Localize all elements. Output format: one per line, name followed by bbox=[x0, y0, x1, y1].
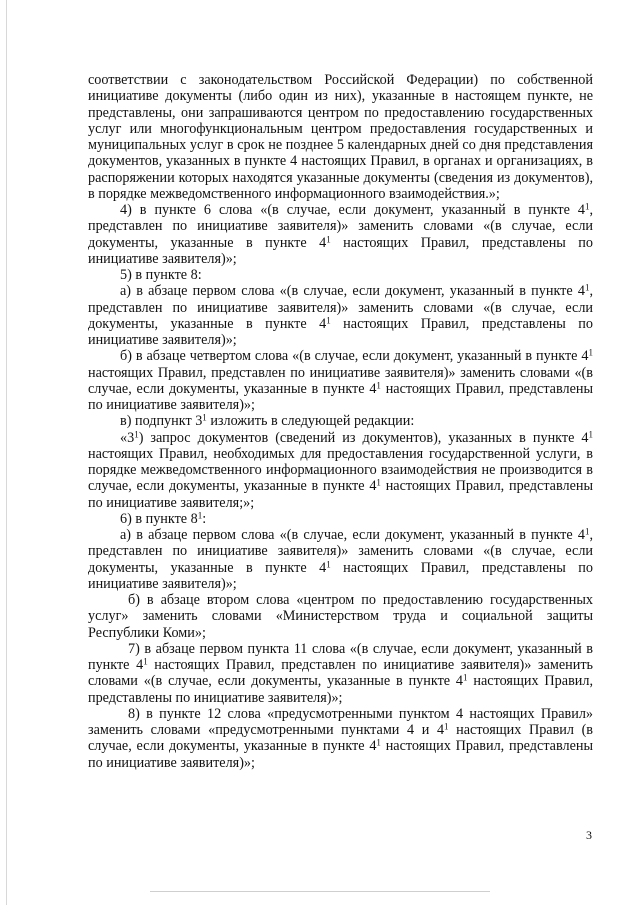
superscript-index: 1 bbox=[326, 234, 331, 244]
paragraph-text: ) запрос документов (сведений из документов), указанных в пункте 4 bbox=[138, 429, 589, 446]
paragraph-text: 6) в пункте 8 bbox=[120, 510, 198, 527]
paragraph-text: настоящих Правил, представлены по инициативе заявителя)»; bbox=[88, 380, 593, 413]
paragraph bbox=[88, 267, 593, 283]
superscript-index: 1 bbox=[584, 282, 590, 293]
paragraph-text: настоящих Правил, представлены по инициативе заявителя)»; bbox=[88, 559, 593, 592]
paragraph-text: б) в абзаце четвертом слова «(в случае, если документ, указанный в пункте 4 bbox=[120, 348, 589, 365]
paragraph bbox=[88, 527, 593, 592]
superscript-index: 1 bbox=[134, 429, 139, 439]
superscript-index: 1 bbox=[197, 510, 203, 521]
superscript-index: 1 bbox=[326, 315, 331, 326]
paragraph-text: изложить в следующей редакции: bbox=[206, 413, 415, 430]
paragraph-text: настоящих Правил, представлены по инициативе заявителя)»; bbox=[88, 234, 593, 267]
page-number: 3 bbox=[586, 828, 592, 842]
paragraph-text: , представлен по инициативе заявителя)» заменить словами «(в случае, если документы, указанные в пункте 4 bbox=[88, 202, 593, 251]
paragraph-text: соответствии с законодательством Российской Федерации) по собственной инициативе документы (либо один из них), указанные в настоящем пункте, не представлены, они запрашиваются центром по предоставлению государственных услуг или многофункциональным центром предоставления государственных и муниципальных услуг в срок не позднее 5 календарных дней со дня представления документов, указанных в пункте 4 настоящих Правил, в органах и организациях, в распоряжении которых находятся указанные документы (сведения из документов), в порядке межведомственного информационного взаимодействия.»; bbox=[88, 72, 593, 202]
paragraph-text: 4) в пункте 6 слова «(в случае, если документ, указанный в пункте 4 bbox=[120, 202, 585, 218]
paragraph-text: настоящих Правил, представлен по инициативе заявителя)» заменить словами «(в случае, если документы, указанные в пункте 4 bbox=[88, 657, 594, 690]
paragraph-text: , представлен по инициативе заявителя)» заменить словами «(в случае, если документы, указанные в пункте 4 bbox=[88, 283, 593, 332]
paragraph-text: настоящих Правил, представлен по инициативе заявителя)» заменить словами «(в случае, если документы, указанные в пункте 4 bbox=[88, 364, 593, 397]
paragraph-text: : bbox=[202, 510, 207, 527]
paragraph-text: а) в абзаце первом слова «(в случае, если документ, указанный в пункте 4 bbox=[120, 527, 585, 543]
paragraph-text: настоящих Правил, представлены по инициативе заявителя)»; bbox=[88, 673, 593, 706]
superscript-index: 1 bbox=[463, 672, 468, 683]
superscript-index: 1 bbox=[326, 559, 331, 569]
paragraph-text: настоящих Правил, представлены по инициативе заявителя)»; bbox=[88, 738, 593, 771]
paragraph bbox=[88, 413, 593, 429]
paragraph-text: настоящих Правил, необходимых для предоставления государственной услуги, в порядке межведомственного информационного взаимодействия не производится в случае, если документы, указанные в пункте 4 bbox=[88, 445, 593, 495]
paragraph-text: 8) в пункте 12 слова «предусмотренными пунктом 4 настоящих Правил» заменить словами «предусмотренными пунктами 4 и 4 bbox=[88, 705, 593, 738]
paragraph-text: настоящих Правил, представлены по инициативе заявителя;»; bbox=[88, 478, 593, 511]
paragraph-text: , представлен по инициативе заявителя)» заменить словами «(в случае, если документы, указанные в пункте 4 bbox=[88, 527, 593, 576]
superscript-index: 1 bbox=[376, 737, 381, 748]
paragraph bbox=[88, 430, 593, 511]
scan-page-edge bbox=[6, 0, 7, 905]
paragraph-text: б) в абзаце втором слова «центром по предоставлению государственных услуг» заменить словами «Министерством труда и социальной защиты Республики Коми»; bbox=[88, 592, 593, 641]
paragraph-text: 5) в пункте 8: bbox=[120, 267, 202, 283]
superscript-index: 1 bbox=[444, 721, 449, 732]
superscript-index: 1 bbox=[588, 429, 593, 439]
superscript-index: 1 bbox=[376, 380, 381, 391]
paragraph-text: в) подпункт 3 bbox=[120, 413, 203, 430]
superscript-index: 1 bbox=[202, 412, 207, 423]
paragraph-text: 7) в абзаце первом пункта 11 слова «(в случае, если документ, указанный в пункте 4 bbox=[88, 640, 593, 673]
paragraph bbox=[88, 72, 593, 202]
paragraph-text: настоящих Правил, представлены по инициативе заявителя)»; bbox=[88, 315, 593, 348]
superscript-index: 1 bbox=[584, 201, 590, 212]
paragraph bbox=[88, 283, 593, 348]
paragraph-text: настоящих Правил (в случае, если документы, указанные в пункте 4 bbox=[88, 722, 593, 755]
superscript-index: 1 bbox=[143, 656, 148, 667]
paragraph bbox=[88, 592, 593, 641]
superscript-index: 1 bbox=[584, 526, 590, 537]
superscript-index: 1 bbox=[588, 347, 593, 358]
paragraph bbox=[88, 511, 593, 527]
document-body bbox=[88, 72, 593, 771]
paragraph bbox=[88, 641, 593, 706]
paragraph-text: «3 bbox=[120, 429, 135, 446]
paragraph bbox=[88, 348, 593, 413]
superscript-index: 1 bbox=[376, 477, 381, 488]
paragraph bbox=[88, 706, 593, 771]
scan-artifact-line bbox=[150, 891, 490, 892]
paragraph bbox=[88, 202, 593, 267]
paragraph-text: а) в абзаце первом слова «(в случае, если документ, указанный в пункте 4 bbox=[120, 283, 585, 300]
